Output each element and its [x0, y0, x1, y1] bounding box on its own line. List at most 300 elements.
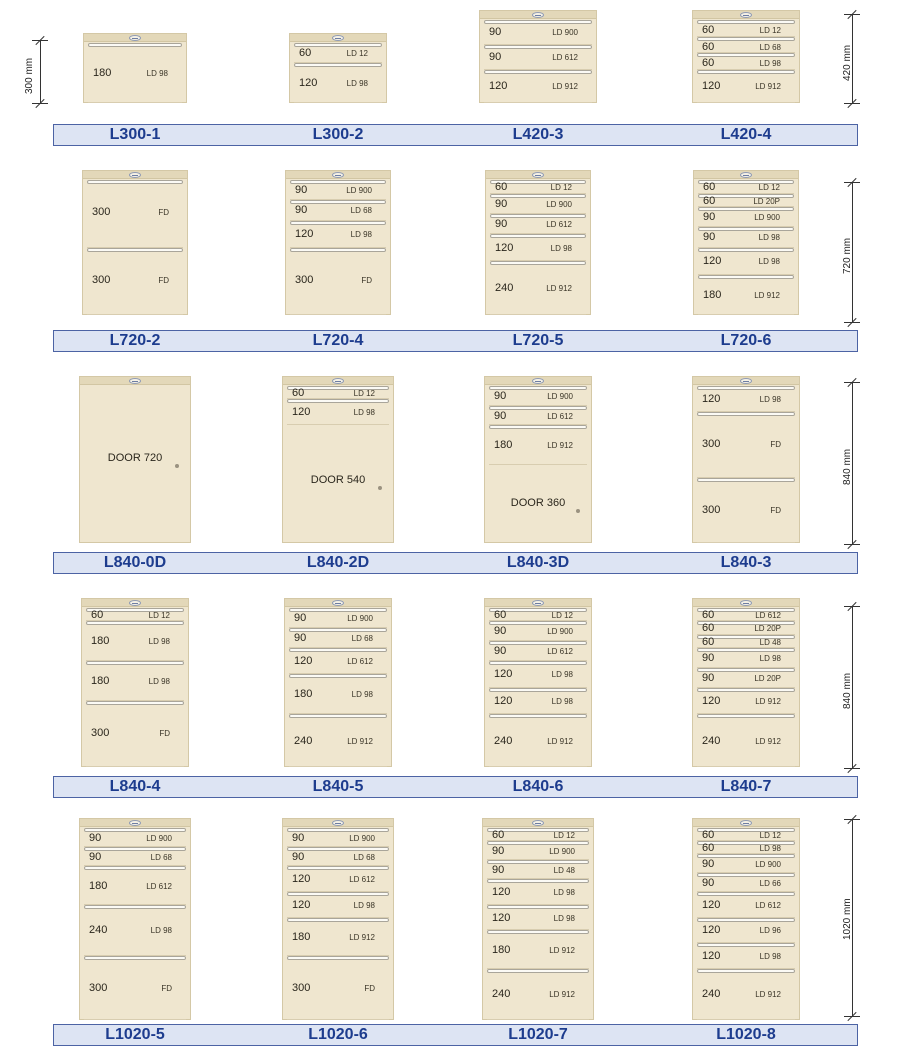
drawer-type: LD 48 [553, 866, 575, 875]
drawer-handle[interactable] [287, 892, 389, 896]
cabinet-top [483, 819, 593, 827]
model-label: L1020-8 [716, 1026, 776, 1043]
cabinet-top [83, 171, 187, 179]
cabinet-l300-1 [83, 33, 187, 103]
drawer-handle[interactable] [289, 674, 387, 678]
drawer-height: 300 [702, 503, 721, 516]
drawer-handle[interactable] [697, 943, 795, 947]
drawer-height: 300 [92, 206, 111, 218]
drawer-height: 120 [494, 668, 513, 681]
drawer-height: 120 [702, 694, 721, 707]
drawer[interactable] [697, 53, 795, 70]
drawer-type: LD 98 [551, 696, 573, 706]
drawer-type: LD 900 [755, 859, 781, 869]
drawer-height: 300 [292, 982, 311, 994]
drawer-type: LD 20P [753, 196, 780, 206]
brand-logo-icon [740, 12, 752, 18]
drawer-type: LD 68 [353, 853, 375, 863]
drawer-handle[interactable] [487, 879, 589, 883]
drawer-type: LD 98 [550, 243, 572, 253]
cabinet-l840-3d [484, 376, 592, 543]
drawer-handle[interactable] [484, 45, 592, 49]
drawer-type: FD [364, 984, 375, 993]
drawer-handle[interactable] [489, 714, 587, 718]
door-panel[interactable] [286, 425, 390, 542]
drawer-handle[interactable] [84, 956, 186, 960]
cabinet-l840-0d [79, 376, 191, 543]
drawer[interactable] [289, 648, 387, 675]
drawer-height: 90 [89, 851, 102, 864]
drawer[interactable] [489, 425, 587, 464]
drawer-type: LD 98 [758, 257, 780, 266]
drawer-type: LD 98 [346, 79, 368, 88]
model-label: L420-3 [512, 126, 564, 143]
drawer[interactable] [697, 668, 795, 688]
drawer[interactable] [490, 261, 586, 315]
drawer-height: 60 [702, 40, 715, 53]
drawer-handle[interactable] [287, 956, 389, 960]
drawer-height: 60 [702, 841, 715, 854]
drawer-handle[interactable] [290, 248, 386, 252]
drawer-handle[interactable] [287, 918, 389, 922]
drawer-height: 90 [294, 631, 307, 644]
drawer[interactable] [287, 386, 389, 399]
drawer-handle[interactable] [84, 905, 186, 909]
cabinet-l1020-8 [692, 818, 800, 1020]
brand-logo-icon [532, 172, 544, 178]
drawer[interactable] [84, 866, 186, 904]
dimension-label: 300 mm [24, 57, 35, 94]
drawer-handle[interactable] [489, 688, 587, 692]
drawer-type: LD 900 [549, 846, 575, 856]
drawer[interactable] [489, 714, 587, 767]
drawer[interactable] [489, 661, 587, 688]
drawer-type: LD 612 [546, 219, 572, 229]
drawer-handle[interactable] [489, 661, 587, 665]
brand-logo-icon [532, 12, 544, 18]
cabinet-l840-3 [692, 376, 800, 543]
drawer-type: LD 900 [347, 614, 373, 623]
drawer-height: 60 [702, 609, 715, 621]
drawer-height: 240 [89, 924, 108, 937]
drawer[interactable] [289, 714, 387, 767]
drawer[interactable] [697, 635, 795, 648]
cabinet-l840-2d [282, 376, 394, 543]
drawer[interactable] [697, 20, 795, 37]
drawer-height: 90 [702, 876, 715, 889]
drawer-type: LD 12 [553, 831, 575, 840]
drawer[interactable] [489, 608, 587, 621]
cabinet-l840-4 [81, 598, 189, 767]
drawer-height: 60 [91, 609, 104, 621]
drawer-handle[interactable] [289, 714, 387, 718]
drawer-height: 60 [703, 181, 716, 193]
cabinet-l720-4 [285, 170, 391, 315]
brand-logo-icon [129, 172, 141, 178]
drawer[interactable] [88, 43, 182, 103]
drawer-type: LD 912 [347, 736, 373, 746]
drawer[interactable] [697, 37, 795, 54]
drawer-height: 90 [702, 857, 715, 870]
drawer-height: 300 [295, 273, 314, 286]
drawer-height: 90 [494, 625, 507, 638]
model-label: L840-4 [109, 778, 161, 795]
door-knob-icon[interactable] [576, 509, 580, 513]
drawer[interactable] [697, 608, 795, 621]
drawer-height: 120 [292, 873, 311, 886]
drawer[interactable] [697, 648, 795, 668]
cabinet-top [82, 599, 188, 607]
model-label: L420-4 [720, 126, 772, 143]
drawer-height: 60 [299, 47, 312, 59]
drawer[interactable] [697, 621, 795, 634]
model-label: L1020-5 [105, 1026, 165, 1043]
drawer-height: 120 [294, 655, 313, 667]
drawer[interactable] [290, 248, 386, 316]
cabinet-l840-6 [484, 598, 592, 767]
drawer-type: LD 900 [546, 199, 572, 209]
drawer-height: 90 [292, 851, 305, 864]
drawer-handle[interactable] [86, 661, 184, 665]
cabinet-l840-7 [692, 598, 800, 767]
drawer[interactable] [490, 234, 586, 261]
drawer-handle[interactable] [697, 892, 795, 896]
drawer-handle[interactable] [697, 478, 795, 482]
drawer-handle[interactable] [697, 70, 795, 74]
cabinet-l720-5 [485, 170, 591, 315]
drawer-handle[interactable] [88, 43, 182, 47]
cabinet-top [283, 377, 393, 385]
drawer[interactable] [484, 45, 592, 70]
cabinet-l1020-7 [482, 818, 594, 1020]
drawer-handle[interactable] [289, 648, 387, 652]
drawer[interactable] [487, 828, 589, 841]
drawer-height: 90 [489, 26, 502, 39]
drawer[interactable] [289, 628, 387, 648]
drawer-height: 90 [495, 217, 508, 230]
cabinet-l1020-5 [79, 818, 191, 1020]
door-panel[interactable] [83, 386, 187, 542]
drawer[interactable] [289, 608, 387, 628]
drawer-height: 120 [292, 898, 311, 911]
drawer-handle[interactable] [484, 70, 592, 74]
drawer[interactable] [490, 180, 586, 194]
drawer[interactable] [287, 918, 389, 956]
drawer[interactable] [289, 674, 387, 714]
drawer[interactable] [87, 180, 183, 248]
drawer[interactable] [698, 194, 794, 208]
drawer-height: 120 [489, 80, 508, 93]
drawer[interactable] [697, 892, 795, 918]
drawer-handle[interactable] [290, 221, 386, 225]
cabinet-l1020-6 [282, 818, 394, 1020]
model-label: L840-2D [306, 554, 370, 571]
drawer-handle[interactable] [490, 234, 586, 238]
drawer[interactable] [697, 854, 795, 873]
drawer[interactable] [287, 892, 389, 918]
drawer[interactable] [697, 841, 795, 854]
drawer[interactable] [487, 841, 589, 860]
drawer-height: 180 [292, 930, 311, 943]
drawer[interactable] [697, 873, 795, 892]
drawer-type: LD 12 [550, 183, 572, 192]
drawer[interactable] [698, 227, 794, 247]
drawer-type: LD 912 [755, 736, 781, 746]
cabinet-l840-5 [284, 598, 392, 767]
model-label: L840-5 [312, 778, 364, 795]
drawer-type: LD 900 [552, 28, 578, 38]
drawer[interactable] [697, 688, 795, 715]
drawer-height: 90 [489, 51, 502, 64]
drawer[interactable] [697, 969, 795, 1020]
drawer-type: LD 12 [353, 389, 375, 398]
drawer[interactable] [698, 248, 794, 275]
drawer-height: 300 [92, 273, 111, 286]
drawer-type: LD 98 [351, 690, 373, 700]
drawer[interactable] [489, 386, 587, 406]
drawer-handle[interactable] [487, 969, 589, 973]
cabinet-top [285, 599, 391, 607]
drawer[interactable] [487, 905, 589, 931]
cabinet-top [486, 171, 590, 179]
drawer-handle[interactable] [697, 969, 795, 973]
drawer[interactable] [294, 63, 382, 103]
brand-logo-icon [532, 378, 544, 384]
model-label: L840-7 [720, 778, 772, 795]
cabinet-top [693, 599, 799, 607]
drawer-height: 60 [702, 24, 715, 36]
brand-logo-icon [532, 600, 544, 606]
drawer-height: 90 [703, 231, 716, 244]
drawer-handle[interactable] [86, 621, 184, 625]
drawer-handle[interactable] [86, 701, 184, 705]
cabinet-l720-6 [693, 170, 799, 315]
drawer-type: LD 12 [759, 26, 781, 35]
drawer[interactable] [489, 641, 587, 661]
drawer[interactable] [290, 180, 386, 200]
drawer-handle[interactable] [487, 930, 589, 934]
cabinet-l420-3 [479, 10, 597, 103]
drawer-height: 90 [292, 832, 305, 844]
drawer-type: LD 98 [551, 670, 573, 680]
drawer-type: LD 68 [351, 633, 373, 643]
drawer[interactable] [86, 621, 184, 661]
drawer-height: 90 [702, 671, 715, 684]
cabinet-l420-4 [692, 10, 800, 103]
door-knob-icon[interactable] [175, 464, 179, 468]
drawer-type: LD 612 [347, 657, 373, 666]
cabinet-top [290, 34, 386, 42]
drawer-handle[interactable] [84, 866, 186, 870]
model-label: L720-4 [312, 332, 364, 349]
drawer-height: 60 [702, 635, 715, 648]
drawer-height: 120 [292, 406, 311, 419]
drawer-type: LD 68 [759, 42, 781, 52]
drawer-type: FD [158, 275, 169, 285]
brand-logo-icon [129, 600, 141, 606]
drawer-height: 90 [702, 651, 715, 664]
drawer-type: LD 98 [759, 395, 781, 405]
drawer[interactable] [697, 386, 795, 412]
drawer[interactable] [487, 969, 589, 1020]
drawer[interactable] [86, 608, 184, 621]
brand-logo-icon [129, 820, 141, 826]
drawer[interactable] [484, 70, 592, 103]
drawer-handle[interactable] [697, 688, 795, 692]
drawer-handle[interactable] [697, 412, 795, 416]
drawer[interactable] [489, 621, 587, 641]
brand-logo-icon [129, 35, 141, 41]
drawer[interactable] [84, 828, 186, 847]
drawer-height: 120 [702, 924, 721, 937]
drawer-handle[interactable] [697, 714, 795, 718]
drawer[interactable] [697, 918, 795, 944]
drawer-type: LD 12 [148, 611, 170, 620]
dimension-label: 420 mm [842, 44, 853, 81]
drawer-handle[interactable] [697, 918, 795, 922]
model-label: L840-3D [506, 554, 570, 571]
drawer-height: 90 [294, 612, 307, 624]
drawer-height: 120 [702, 80, 721, 93]
drawer[interactable] [487, 930, 589, 968]
drawer-height: 90 [494, 390, 507, 402]
drawer[interactable] [294, 43, 382, 63]
drawer-height: 120 [299, 77, 318, 89]
drawer[interactable] [287, 399, 389, 425]
drawer[interactable] [490, 214, 586, 234]
drawer-handle[interactable] [87, 180, 183, 184]
model-label: L720-2 [109, 332, 161, 349]
drawer-type: LD 912 [755, 696, 781, 706]
dimension-label: 840 mm [842, 448, 853, 485]
drawer[interactable] [489, 688, 587, 715]
drawer-type: LD 612 [547, 411, 573, 421]
cabinet-l300-2 [289, 33, 387, 103]
drawer-type: LD 98 [150, 926, 172, 936]
drawer-height: 60 [702, 829, 715, 841]
drawer-height: 180 [91, 635, 110, 648]
drawer-height: 180 [494, 438, 513, 451]
drawer-handle[interactable] [287, 399, 389, 403]
drawer-handle[interactable] [698, 275, 794, 279]
drawer[interactable] [698, 180, 794, 194]
drawer-type: LD 98 [553, 913, 575, 923]
drawer-type: LD 98 [350, 230, 372, 239]
drawer[interactable] [487, 879, 589, 905]
drawer-handle[interactable] [87, 248, 183, 252]
drawer-type: FD [361, 275, 372, 285]
model-label: L300-1 [109, 126, 161, 143]
dimension-label: 1020 mm [842, 897, 853, 940]
door-panel[interactable] [488, 465, 588, 543]
drawer-handle[interactable] [484, 20, 592, 24]
cabinet-top [80, 377, 190, 385]
drawer[interactable] [84, 847, 186, 866]
cabinet-top [694, 171, 798, 179]
drawer[interactable] [697, 412, 795, 477]
drawer[interactable] [287, 828, 389, 847]
drawer[interactable] [490, 194, 586, 214]
drawer-height: 60 [495, 181, 508, 193]
drawer[interactable] [484, 20, 592, 45]
drawer-height: 60 [702, 57, 715, 70]
drawer-type: LD 68 [350, 206, 372, 216]
drawer[interactable] [698, 275, 794, 316]
drawer-type: FD [770, 505, 781, 515]
drawer[interactable] [287, 847, 389, 866]
drawer-height: 90 [492, 844, 505, 857]
drawer-height: 240 [492, 988, 511, 1001]
drawer-type: LD 900 [547, 392, 573, 401]
drawer[interactable] [287, 956, 389, 1020]
drawer[interactable] [290, 200, 386, 220]
door-knob-icon[interactable] [378, 486, 382, 490]
drawer[interactable] [697, 943, 795, 969]
drawer[interactable] [287, 866, 389, 892]
model-label: L1020-6 [308, 1026, 368, 1043]
drawer-height: 180 [93, 67, 112, 79]
drawer[interactable] [86, 701, 184, 767]
drawer-type: LD 68 [150, 853, 172, 863]
door-label: DOOR 540 [310, 474, 366, 487]
drawer-height: 60 [494, 609, 507, 621]
drawer[interactable] [697, 828, 795, 841]
cabinet-top [80, 819, 190, 827]
dimension-line [40, 40, 41, 103]
dimension-label: 840 mm [842, 672, 853, 709]
drawer-type: LD 900 [346, 186, 372, 196]
drawer[interactable] [697, 478, 795, 543]
drawer-handle[interactable] [487, 905, 589, 909]
drawer[interactable] [87, 248, 183, 316]
drawer[interactable] [86, 661, 184, 701]
drawer-height: 180 [492, 943, 511, 956]
cabinet-top [84, 34, 186, 42]
brand-logo-icon [740, 378, 752, 384]
brand-logo-icon [740, 172, 752, 178]
drawer-height: 240 [494, 734, 513, 747]
drawer-height: 240 [702, 734, 721, 747]
drawer-height: 120 [702, 949, 721, 962]
drawer-height: 180 [91, 674, 110, 687]
drawer[interactable] [489, 406, 587, 426]
drawer-type: LD 612 [755, 611, 781, 620]
brand-logo-icon [532, 820, 544, 826]
drawer-handle[interactable] [698, 248, 794, 252]
drawer-type: LD 912 [546, 284, 572, 293]
drawer-type: LD 98 [148, 637, 170, 647]
drawer[interactable] [698, 207, 794, 227]
drawer-handle[interactable] [697, 386, 795, 390]
drawer-handle[interactable] [287, 866, 389, 870]
dimension-label: 720 mm [842, 237, 853, 274]
drawer-height: 180 [703, 288, 722, 301]
drawer-handle[interactable] [294, 63, 382, 67]
drawer[interactable] [697, 714, 795, 767]
drawer[interactable] [84, 905, 186, 956]
drawer[interactable] [487, 860, 589, 879]
drawer-handle[interactable] [489, 425, 587, 429]
drawer[interactable] [84, 956, 186, 1020]
drawer-height: 60 [292, 387, 305, 399]
drawer-type: LD 98 [759, 951, 781, 961]
drawer-height: 180 [89, 879, 108, 892]
drawer-handle[interactable] [490, 261, 586, 265]
drawer-type: LD 912 [349, 932, 375, 942]
drawer[interactable] [697, 70, 795, 103]
drawer[interactable] [290, 221, 386, 248]
drawer-type: FD [161, 984, 172, 993]
